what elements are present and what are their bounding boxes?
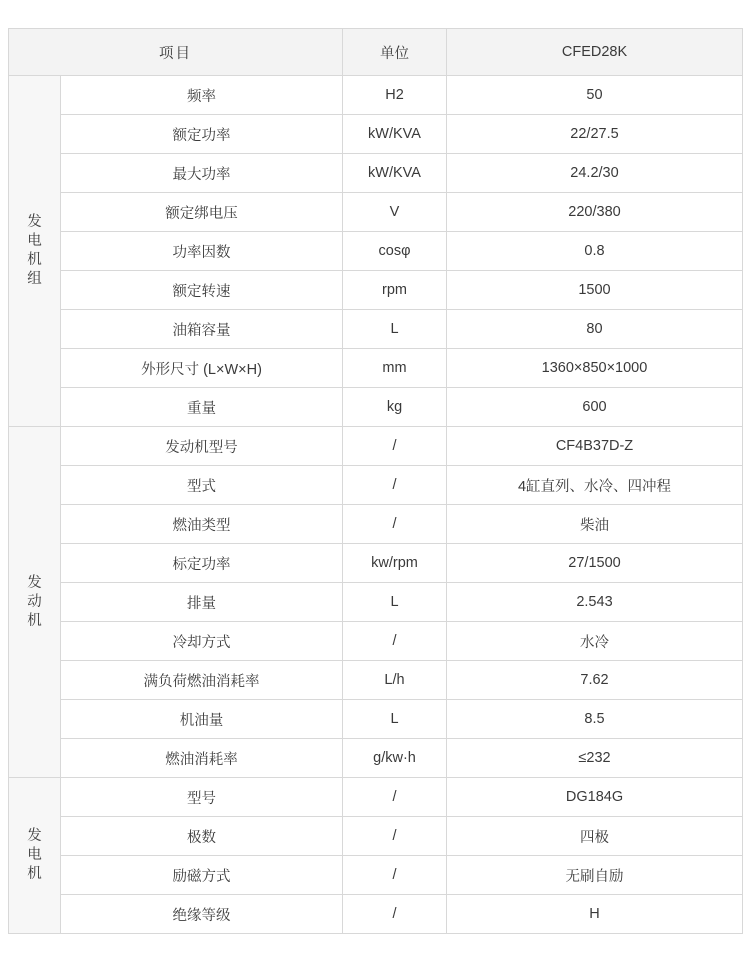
row-value: 无刷自励 xyxy=(447,856,743,895)
row-item: 最大功率 xyxy=(61,154,343,193)
row-unit: L/h xyxy=(343,661,447,700)
header-unit: 单位 xyxy=(343,29,447,76)
row-value: 24.2/30 xyxy=(447,154,743,193)
table-row xyxy=(9,856,743,895)
row-item: 绝缘等级 xyxy=(61,895,343,934)
row-value: 四极 xyxy=(447,817,743,856)
table-row xyxy=(9,817,743,856)
row-unit: rpm xyxy=(343,271,447,310)
row-unit: mm xyxy=(343,349,447,388)
specification-table xyxy=(8,28,743,934)
row-value: 8.5 xyxy=(447,700,743,739)
table-row xyxy=(9,661,743,700)
row-item: 燃油类型 xyxy=(61,505,343,544)
row-item: 冷却方式 xyxy=(61,622,343,661)
table-row xyxy=(9,505,743,544)
row-item: 发动机型号 xyxy=(61,427,343,466)
table-row xyxy=(9,193,743,232)
row-item: 频率 xyxy=(61,76,343,115)
row-item: 额定转速 xyxy=(61,271,343,310)
group-label-text: 发电机组 xyxy=(27,214,42,287)
table-row xyxy=(9,115,743,154)
header-item: 项目 xyxy=(9,29,343,76)
row-item: 排量 xyxy=(61,583,343,622)
row-value: 0.8 xyxy=(447,232,743,271)
group-label-text: 发动机 xyxy=(27,574,42,629)
row-value: DG184G xyxy=(447,778,743,817)
row-unit: L xyxy=(343,583,447,622)
row-unit: / xyxy=(343,622,447,661)
group-label xyxy=(9,427,61,778)
table-row xyxy=(9,310,743,349)
table-body xyxy=(9,76,743,934)
row-value: 27/1500 xyxy=(447,544,743,583)
row-unit: / xyxy=(343,466,447,505)
header-model: CFED28K xyxy=(447,29,743,76)
table-row xyxy=(9,739,743,778)
row-item: 型号 xyxy=(61,778,343,817)
table-row xyxy=(9,622,743,661)
row-item: 极数 xyxy=(61,817,343,856)
row-value: 600 xyxy=(447,388,743,427)
row-unit: g/kw·h xyxy=(343,739,447,778)
table-row xyxy=(9,466,743,505)
row-item: 满负荷燃油消耗率 xyxy=(61,661,343,700)
row-item: 重量 xyxy=(61,388,343,427)
row-unit: kg xyxy=(343,388,447,427)
row-unit: kW/KVA xyxy=(343,154,447,193)
group-label xyxy=(9,76,61,427)
row-unit: / xyxy=(343,778,447,817)
row-unit: L xyxy=(343,310,447,349)
row-value: 80 xyxy=(447,310,743,349)
row-unit: V xyxy=(343,193,447,232)
group-label-text: 发电机 xyxy=(27,828,42,882)
row-value: CF4B37D-Z xyxy=(447,427,743,466)
table-header xyxy=(9,29,743,76)
table-row xyxy=(9,700,743,739)
header-row xyxy=(9,29,743,76)
row-unit: cosφ xyxy=(343,232,447,271)
table-row xyxy=(9,232,743,271)
row-item: 型式 xyxy=(61,466,343,505)
table-row xyxy=(9,154,743,193)
row-unit: kw/rpm xyxy=(343,544,447,583)
row-item: 外形尺寸 (L×W×H) xyxy=(61,349,343,388)
row-value: 1360×850×1000 xyxy=(447,349,743,388)
table-row xyxy=(9,388,743,427)
row-unit: / xyxy=(343,895,447,934)
row-value: 50 xyxy=(447,76,743,115)
row-value: 22/27.5 xyxy=(447,115,743,154)
row-item: 额定功率 xyxy=(61,115,343,154)
row-unit: kW/KVA xyxy=(343,115,447,154)
row-value: H xyxy=(447,895,743,934)
row-value: 4缸直列、水冷、四冲程 xyxy=(447,466,743,505)
table-row xyxy=(9,349,743,388)
table-row xyxy=(9,895,743,934)
row-unit: / xyxy=(343,505,447,544)
row-unit: L xyxy=(343,700,447,739)
row-item: 油箱容量 xyxy=(61,310,343,349)
row-value: 1500 xyxy=(447,271,743,310)
row-item: 励磁方式 xyxy=(61,856,343,895)
row-item: 机油量 xyxy=(61,700,343,739)
table-row xyxy=(9,778,743,817)
table-row xyxy=(9,76,743,115)
table-row xyxy=(9,544,743,583)
row-unit: / xyxy=(343,817,447,856)
table-row xyxy=(9,271,743,310)
table-row xyxy=(9,583,743,622)
row-value: 2.543 xyxy=(447,583,743,622)
row-value: 柴油 xyxy=(447,505,743,544)
row-item: 燃油消耗率 xyxy=(61,739,343,778)
row-item: 标定功率 xyxy=(61,544,343,583)
row-item: 额定绑电压 xyxy=(61,193,343,232)
row-value: ≤232 xyxy=(447,739,743,778)
row-value: 220/380 xyxy=(447,193,743,232)
group-label xyxy=(9,778,61,934)
row-unit: H2 xyxy=(343,76,447,115)
row-unit: / xyxy=(343,427,447,466)
table-row xyxy=(9,427,743,466)
row-value: 水冷 xyxy=(447,622,743,661)
row-value: 7.62 xyxy=(447,661,743,700)
row-unit: / xyxy=(343,856,447,895)
row-item: 功率因数 xyxy=(61,232,343,271)
